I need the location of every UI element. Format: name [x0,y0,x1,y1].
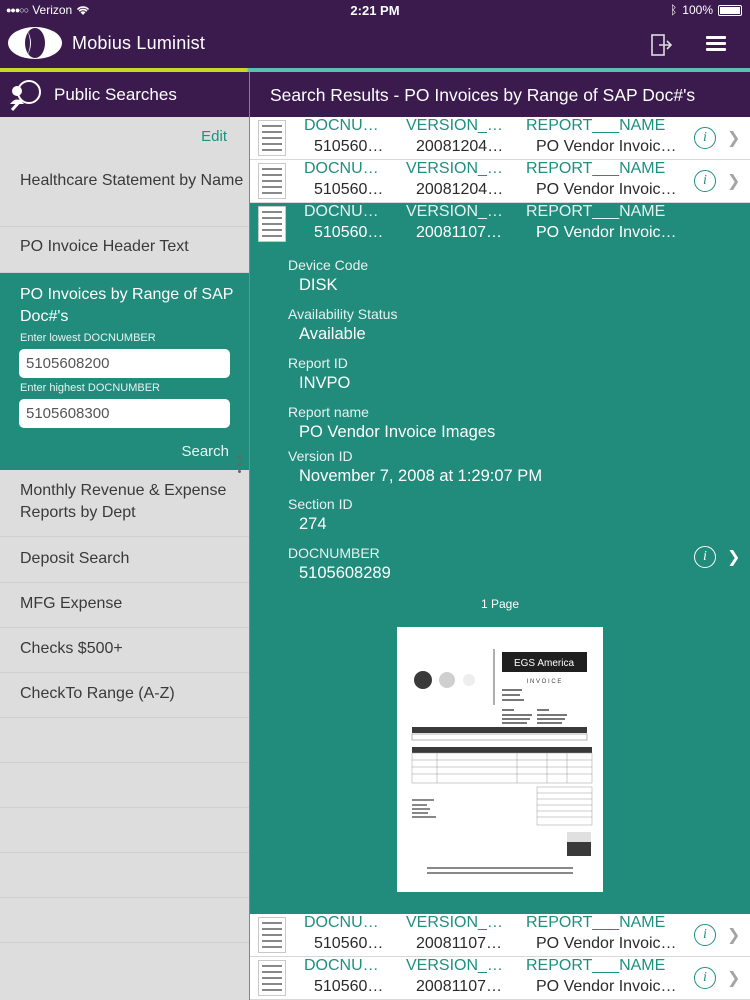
chevron-right-icon[interactable]: ❯ [727,130,741,147]
cell-report-name: PO Vendor Invoic… [536,935,677,952]
invoice-document-icon [397,627,603,892]
document-thumbnail-icon [258,960,286,996]
top-bar [0,0,750,68]
signal-icon: ●●●○○ [6,5,29,15]
result-row[interactable] [250,957,750,1000]
page-count: 1 Page [480,597,520,611]
cell-version: 20081107… [416,224,502,241]
result-detail-panel [250,246,750,914]
battery-icon [718,5,742,16]
status-bar [0,0,750,20]
version-id-value: November 7, 2008 at 1:29:07 PM [299,467,543,485]
info-icon[interactable]: i [694,924,716,946]
sidebar [0,72,249,1000]
cell-docnumber: 510560… [314,181,384,198]
clock: 2:21 PM [350,3,400,18]
cell-report-name: PO Vendor Invoic… [536,138,677,155]
sidebar-empty-row [0,863,249,898]
cell-docnumber: 510560… [314,935,384,952]
sidebar-empty-row [0,728,249,763]
search-button[interactable]: Search [181,443,229,460]
report-id-label: Report ID [288,355,348,371]
sidebar-item-checks-500[interactable]: Checks $500+ [0,638,249,673]
results-title: Search Results - PO Invoices by Range of SAP Doc#'s [270,85,696,105]
device-code-label: Device Code [288,257,369,273]
sidebar-item-healthcare[interactable]: Healthcare Statement by Name [0,170,249,227]
result-row[interactable] [250,160,750,203]
mobius-logo-icon [7,26,63,60]
device-code-value: DISK [299,276,338,294]
header-docnumber: DOCNU… [304,117,379,134]
availability-value: Available [299,325,366,343]
header-version: VERSION_… [406,957,503,974]
chevron-right-icon[interactable]: ❯ [727,970,741,987]
section-id-label: Section ID [288,496,353,512]
report-id-value: INVPO [299,374,351,392]
header-report-name: REPORT___NAME [526,203,666,220]
document-thumbnail-icon [258,163,286,199]
logout-icon[interactable] [648,32,674,58]
active-search-title: PO Invoices by Range of SAP Doc#'s [20,286,234,325]
report-name-label: Report name [288,404,369,420]
invoice-preview-image[interactable] [397,627,603,892]
result-row[interactable] [250,914,750,957]
cell-report-name: PO Vendor Invoic… [536,181,677,198]
header-version: VERSION_… [406,914,503,931]
header-version: VERSION_… [406,117,503,134]
header-report-name: REPORT___NAME [526,160,666,177]
section-id-value: 274 [299,515,327,533]
version-id-label: Version ID [288,448,353,464]
edit-button[interactable]: Edit [201,128,227,145]
split-resize-handle-icon[interactable] [238,456,242,477]
cell-version: 20081204… [416,181,504,198]
header-docnumber: DOCNU… [304,914,379,931]
result-row-selected[interactable] [250,203,750,246]
cell-version: 20081107… [416,978,502,995]
sidebar-header [0,72,249,117]
sidebar-item-mfg-expense[interactable]: MFG Expense [0,593,249,628]
availability-label: Availability Status [288,306,398,322]
chevron-right-icon[interactable]: ❯ [727,549,741,566]
header-report-name: REPORT___NAME [526,914,666,931]
sidebar-empty-row [0,773,249,808]
document-thumbnail-icon [258,120,286,156]
header-report-name: REPORT___NAME [526,957,666,974]
cell-version: 20081107… [416,935,502,952]
app-bar [0,22,750,68]
document-thumbnail-icon [258,917,286,953]
sidebar-item-po-invoice-header[interactable]: PO Invoice Header Text [0,236,249,273]
sidebar-title: Public Searches [54,85,177,104]
cell-report-name: PO Vendor Invoic… [536,978,677,995]
public-searches-icon [7,77,45,115]
result-row[interactable] [250,117,750,160]
low-docnumber-input[interactable] [19,349,230,378]
high-docnumber-input[interactable] [19,399,230,428]
info-icon[interactable]: i [694,967,716,989]
header-docnumber: DOCNU… [304,957,379,974]
chevron-right-icon[interactable]: ❯ [727,927,741,944]
low-docnumber-label: Enter lowest DOCNUMBER [20,332,156,344]
cell-version: 20081204… [416,138,504,155]
docnumber-label: DOCNUMBER [288,545,380,561]
info-icon[interactable]: i [694,546,716,568]
header-docnumber: DOCNU… [304,160,379,177]
high-docnumber-label: Enter highest DOCNUMBER [20,382,160,394]
sidebar-empty-row [0,818,249,853]
header-report-name: REPORT___NAME [526,117,666,134]
sidebar-empty-row [0,908,249,943]
document-thumbnail-icon [258,206,286,242]
invoice-word: I N V O I C E [526,679,562,685]
hamburger-menu-icon[interactable] [706,36,726,52]
sidebar-item-deposit-search[interactable]: Deposit Search [0,548,249,583]
header-docnumber: DOCNU… [304,203,379,220]
docnumber-value: 5105608289 [299,564,391,582]
bluetooth-icon: ᛒ [670,3,678,17]
app-title: Mobius Luminist [72,33,206,53]
results-header [250,72,750,117]
cell-report-name: PO Vendor Invoic… [536,224,677,241]
cell-docnumber: 510560… [314,138,384,155]
info-icon[interactable]: i [694,127,716,149]
sidebar-item-checkto-range[interactable]: CheckTo Range (A-Z) [0,683,249,718]
sidebar-item-po-invoices-range[interactable] [0,273,249,470]
report-name-value: PO Vendor Invoice Images [299,423,496,441]
chevron-right-icon[interactable]: ❯ [727,173,741,190]
cell-docnumber: 510560… [314,224,384,241]
invoice-company: EGS America [513,658,575,669]
header-version: VERSION_… [406,203,503,220]
sidebar-item-monthly-revenue[interactable]: Monthly Revenue & Expense Reports by Dept [0,480,249,537]
battery-percent: 100% [682,3,713,17]
header-version: VERSION_… [406,160,503,177]
cell-docnumber: 510560… [314,978,384,995]
info-icon[interactable]: i [694,170,716,192]
carrier: Verizon [32,3,73,17]
